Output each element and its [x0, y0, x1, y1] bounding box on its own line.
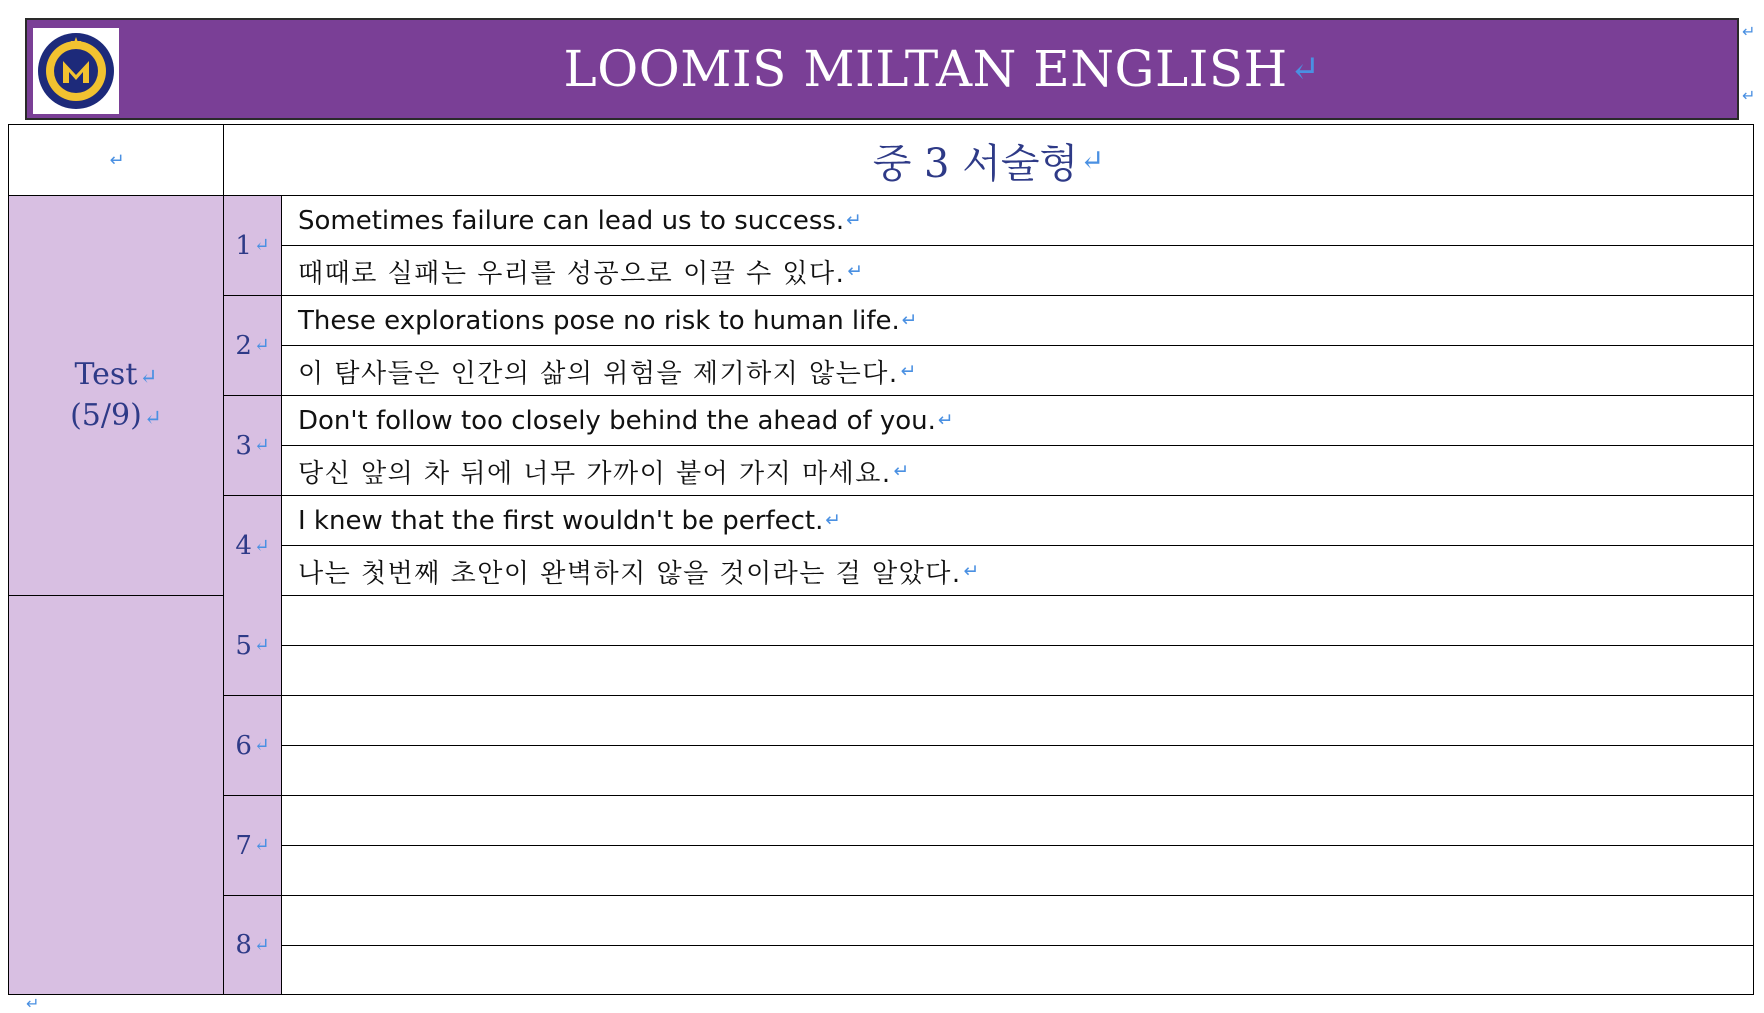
paragraph-mark-icon: ↵ [253, 635, 270, 656]
paragraph-mark-icon: ↵ [1080, 143, 1105, 177]
question-row [224, 396, 1753, 496]
blank-group [9, 596, 1753, 994]
paragraph-mark-icon: ↵ [847, 260, 865, 282]
question-number-text: 5 [235, 630, 252, 661]
section-label-text: Test [74, 357, 138, 392]
english-sentence[interactable] [282, 896, 1753, 946]
question-number [224, 396, 282, 495]
subheader-blank-cell [9, 125, 224, 195]
paragraph-mark-icon: ↵ [26, 994, 40, 1013]
header-title-text: LOOMIS MILTAN ENGLISH [563, 40, 1288, 98]
question-number-text: 6 [235, 730, 252, 761]
paragraph-mark-icon: ↵ [253, 835, 270, 856]
logo-emblem-icon [36, 31, 116, 111]
english-sentence-text: Don't follow too closely behind the ahead of you. [298, 405, 936, 436]
question-row [224, 496, 1753, 596]
paragraph-mark-icon: ↵ [963, 560, 981, 582]
paragraph-mark-icon: ↵ [253, 435, 270, 456]
question-number-text: 8 [235, 930, 252, 960]
school-logo [33, 28, 119, 114]
paragraph-mark-icon: ↵ [139, 365, 158, 390]
paragraph-mark-icon: ↵ [937, 410, 954, 431]
sheet-subheader [9, 124, 1753, 196]
question-number-text: 4 [235, 531, 252, 561]
korean-translation-text: 당신 앞의 차 뒤에 너무 가까이 붙어 가지 마세요. [298, 458, 892, 489]
paragraph-mark-icon: ↵ [143, 405, 162, 431]
question-number [224, 696, 282, 795]
paragraph-mark-icon: ↵ [253, 535, 270, 557]
test-group [9, 196, 1753, 596]
korean-translation[interactable] [282, 646, 1753, 696]
question-row [224, 896, 1753, 994]
question-number [224, 896, 282, 994]
sheet-subtitle-text: 중 3 서술형 [872, 140, 1079, 187]
question-number-text: 1 [235, 230, 252, 261]
question-row [224, 796, 1753, 896]
korean-translation-text: 나는 첫번째 초안이 완벽하지 않을 것이라는 걸 알았다. [298, 558, 962, 589]
english-sentence[interactable] [282, 696, 1753, 746]
paragraph-mark-icon: ↵ [1289, 48, 1321, 90]
paragraph-mark-icon: ↵ [109, 149, 125, 171]
english-sentence-text: These explorations pose no risk to human life. [298, 305, 900, 336]
korean-translation[interactable] [282, 246, 1753, 296]
question-number [224, 596, 282, 695]
korean-translation[interactable] [282, 346, 1753, 396]
question-row [224, 596, 1753, 696]
question-number-text: 3 [235, 430, 252, 461]
english-sentence[interactable] [282, 796, 1753, 846]
english-sentence[interactable] [282, 296, 1753, 346]
question-number-text: 2 [235, 330, 252, 361]
korean-translation[interactable] [282, 446, 1753, 496]
korean-translation[interactable] [282, 746, 1753, 796]
english-sentence[interactable] [282, 396, 1753, 446]
test-section-label [9, 196, 224, 595]
question-row [224, 296, 1753, 396]
question-number [224, 496, 282, 596]
korean-translation-text: 때때로 실패는 우리를 성공으로 이끌 수 있다. [298, 258, 846, 289]
english-sentence-text: I knew that the first wouldn't be perfect. [298, 505, 824, 536]
paragraph-mark-icon: ↵ [253, 235, 270, 256]
section-date-text: (5/9) [70, 397, 142, 433]
paragraph-mark-icon: ↵ [253, 934, 270, 956]
english-sentence-text: Sometimes failure can lead us to success. [298, 205, 845, 236]
worksheet-table [8, 124, 1754, 995]
english-sentence[interactable] [282, 196, 1753, 246]
question-row [224, 196, 1753, 296]
paragraph-mark-icon: ↵ [901, 310, 918, 331]
english-sentence[interactable] [282, 496, 1753, 546]
header-title [147, 20, 1737, 118]
english-sentence[interactable] [282, 596, 1753, 646]
blank-section-label [9, 596, 224, 994]
korean-translation[interactable] [282, 946, 1753, 994]
korean-translation[interactable] [282, 546, 1753, 596]
question-number [224, 196, 282, 295]
korean-translation[interactable] [282, 846, 1753, 896]
question-number [224, 296, 282, 395]
paragraph-mark-icon: ↵ [900, 360, 918, 382]
paragraph-mark-icon: ↵ [846, 210, 862, 231]
paragraph-mark-icon: ↵ [253, 335, 270, 356]
paragraph-mark-icon: ↵ [1742, 86, 1756, 105]
question-row [224, 696, 1753, 796]
sheet-subtitle [224, 125, 1753, 195]
question-number [224, 796, 282, 895]
paragraph-mark-icon: ↵ [825, 510, 842, 531]
paragraph-mark-icon: ↵ [1742, 22, 1756, 41]
question-number-text: 7 [235, 830, 252, 861]
korean-translation-text: 이 탐사들은 인간의 삶의 위험을 제기하지 않는다. [298, 358, 899, 389]
paragraph-mark-icon: ↵ [253, 735, 270, 756]
paragraph-mark-icon: ↵ [893, 460, 911, 482]
header-banner [25, 18, 1739, 120]
